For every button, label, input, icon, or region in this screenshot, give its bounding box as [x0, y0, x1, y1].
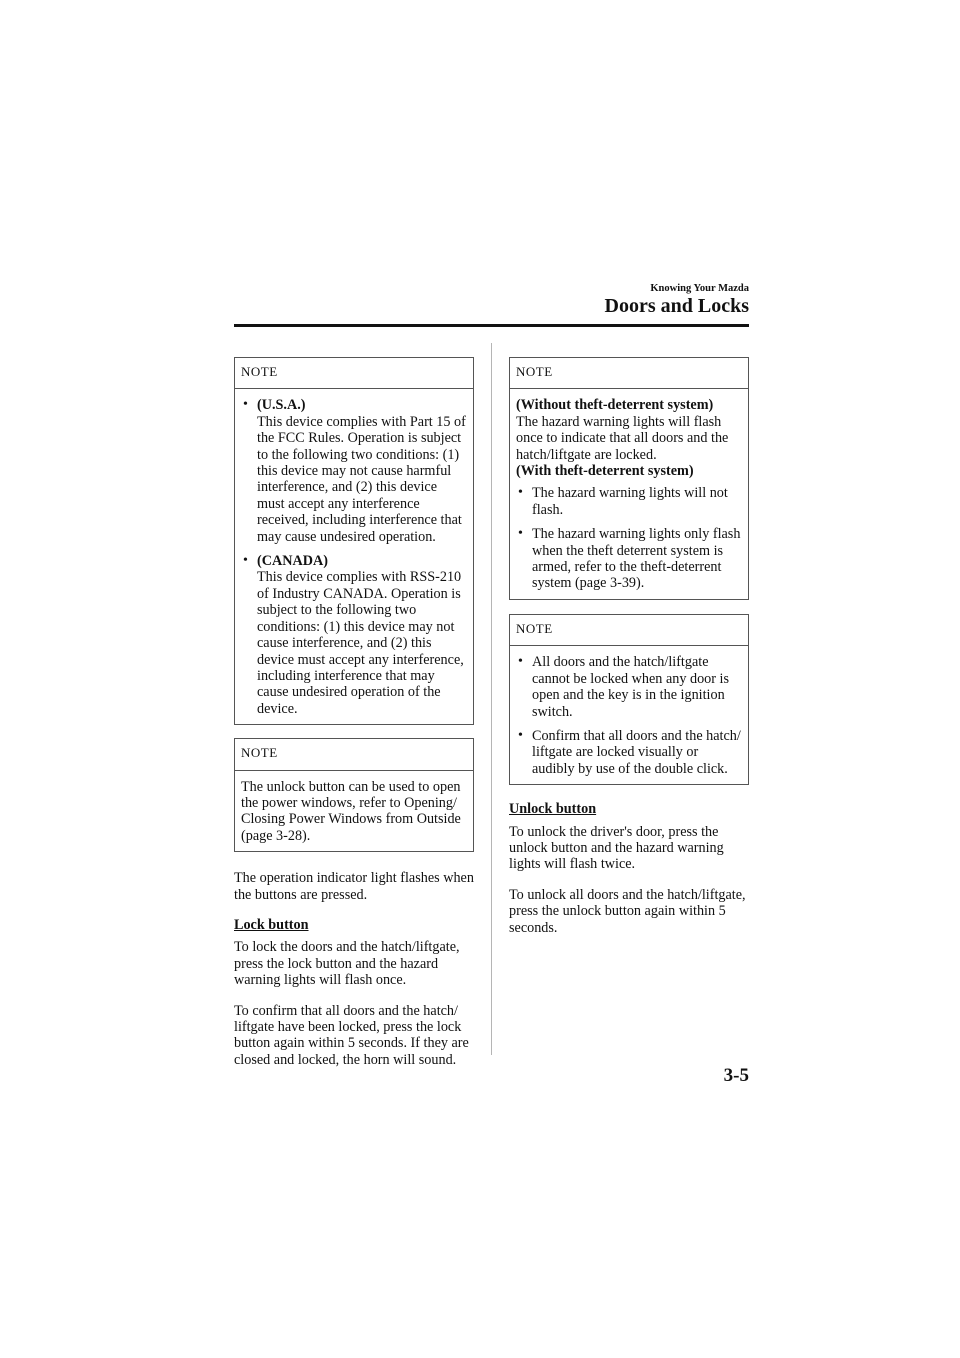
note-body [235, 389, 473, 724]
note-bullet: • All doors and the hatch/liftgate cannot be locked when any door is open and the key is in the ignition switch. [516, 654, 742, 720]
right-column [509, 343, 749, 950]
note-body [510, 389, 748, 598]
note-bullet: • The hazard warning lights only flash when the theft deterrent system is armed, refer to the theft-deterrent system (page 3-39). [516, 526, 742, 592]
unlock-paragraph-2: To unlock all doors and the hatch/liftgate, press the unlock button again within 5 seconds. [509, 886, 746, 936]
page-title: Doors and Locks [604, 295, 749, 317]
column-divider [491, 343, 492, 1055]
without-system-title: (Without theft-deterrent system) [516, 397, 714, 414]
note-heading: NOTE [235, 358, 473, 389]
power-windows-note-box [234, 738, 474, 852]
bullet-text: This device complies with Part 15 of the FCC Rules. Operation is subject to the following two conditions: (1) this device may not cause harmful interference, and (2) this device must accept any interference received, including interference that may cause undesired operation. [257, 413, 466, 545]
with-system-title: (With theft-deterrent system) [516, 463, 694, 480]
note-heading: NOTE [510, 358, 748, 389]
without-system-text: The hazard warning lights will flash once to indicate that all doors and the hatch/liftgate are locked. [516, 413, 729, 463]
note-heading: NOTE [235, 739, 473, 770]
note-bullet: • Confirm that all doors and the hatch/ liftgate are locked visually or audibly by use of the double click. [516, 728, 742, 777]
hazard-note-box [509, 357, 749, 600]
locking-note-box [509, 614, 749, 785]
note-bullet: • The hazard warning lights will not flash. [516, 485, 742, 518]
bullet-title: • (U.S.A.) [257, 397, 306, 414]
fcc-note-box [234, 357, 474, 725]
section-label: Knowing Your Mazda [650, 283, 749, 294]
bullet-title: • (CANADA) [257, 553, 328, 570]
note-heading: NOTE [510, 615, 748, 646]
lock-button-heading: Lock button [234, 916, 309, 933]
lock-paragraph-2: To confirm that all doors and the hatch/ liftgate have been locked, press the lock button again within 5 seconds. If they are closed and locked, the horn will sound. [234, 1002, 469, 1068]
page-number: 3-5 [723, 1065, 749, 1086]
note-body: The unlock button can be used to open the power windows, refer to Opening/ Closing Power Windows from Outside (page 3-28). [241, 778, 461, 844]
unlock-button-heading: Unlock button [509, 801, 597, 818]
note-body [510, 646, 748, 784]
bullet-text: This device complies with RSS-210 of Industry CANADA. Operation is subject to the following two conditions: (1) this device may not cause interference, and (2) this device must accept any interference, including interference that may cause undesired operation of the device. [257, 569, 464, 717]
note-bullet-canada [241, 553, 467, 717]
lock-paragraph-1: To lock the doors and the hatch/liftgate, press the lock button and the hazard warning lights will flash once. [234, 939, 460, 989]
indicator-paragraph: The operation indicator light flashes when the buttons are pressed. [234, 870, 474, 903]
left-column [234, 343, 474, 1082]
unlock-paragraph-1: To unlock the driver's door, press the unlock button and the hazard warning lights will flash twice. [509, 823, 724, 873]
header-rule [234, 324, 749, 327]
note-bullet-usa [241, 397, 467, 545]
